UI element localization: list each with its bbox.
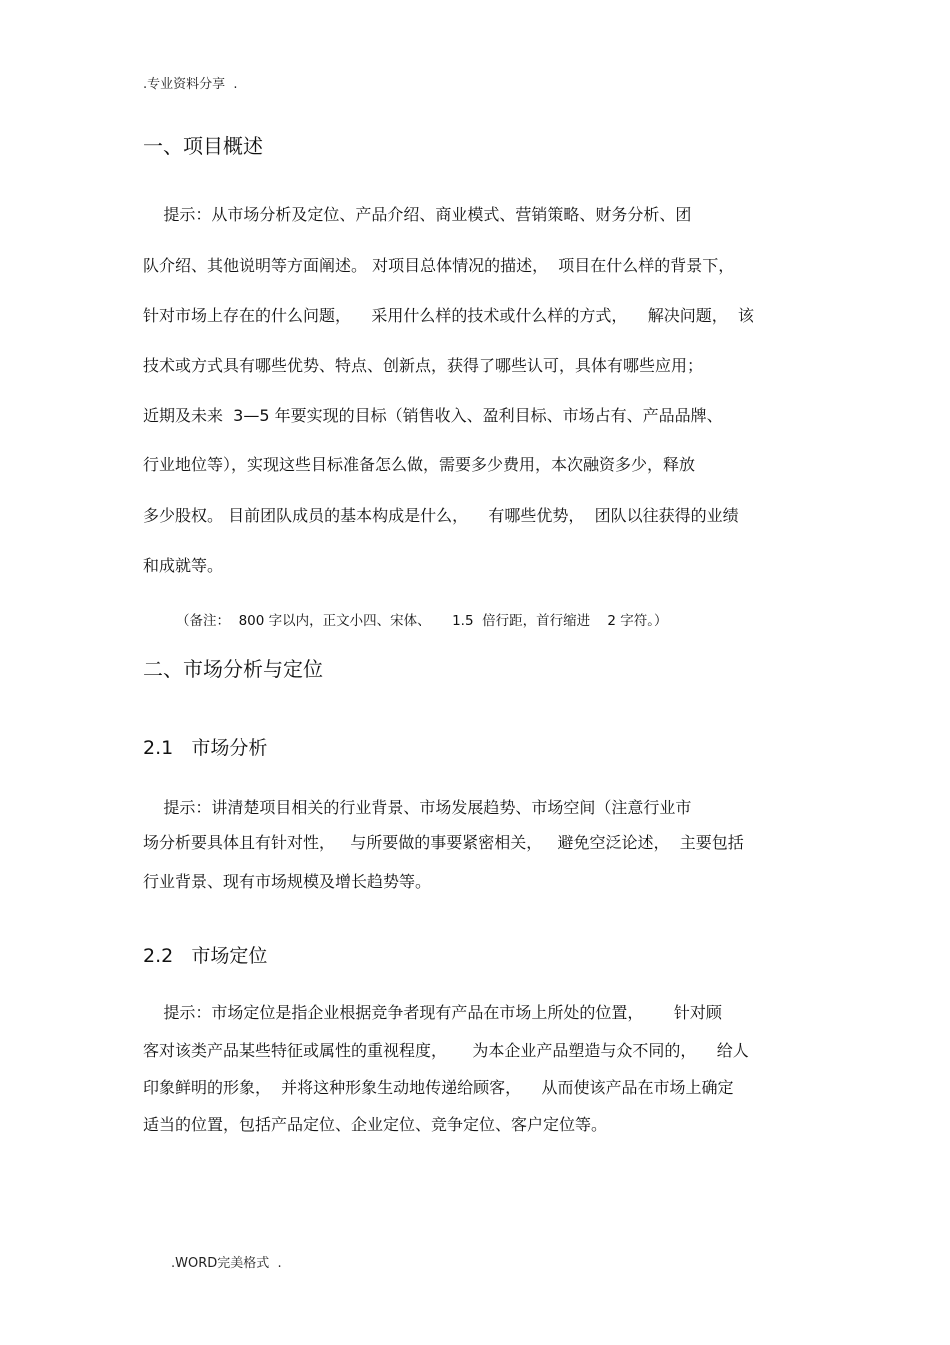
section-1-line: 和成就等。 (143, 556, 224, 575)
section-2-title: 二、市场分析与定位 (143, 657, 323, 681)
subsection-2-2-line: 提示：市场定位是指企业根据竞争者现有产品在市场上所处的位置， 针对顾 (143, 1003, 722, 1022)
subsection-2-1-line: 提示：讲清楚项目相关的行业背景、市场发展趋势、市场空间（注意行业市 (143, 798, 692, 817)
section-1-line: 针对市场上存在的什么问题， 采用什么样的技术或什么样的方式， 解决问题， 该 (143, 306, 754, 325)
section-1-title: 一、项目概述 (143, 134, 263, 158)
page-footer: .WORD完美格式 . (171, 1256, 282, 1271)
subsection-2-1-line: 行业背景、现有市场规模及增长趋势等。 (143, 872, 432, 891)
page-header: .专业资料分享 . (143, 77, 238, 92)
section-1-line: 行业地位等），实现这些目标准备怎么做，需要多少费用，本次融资多少，释放 (143, 455, 696, 474)
subsection-2-2-line: 适当的位置，包括产品定位、企业定位、竞争定位、客户定位等。 (143, 1115, 608, 1134)
subsection-2-2-line: 客对该类产品某些特征或属性的重视程度， 为本企业产品塑造与众不同的， 给人 (143, 1041, 749, 1060)
section-1-line: 多少股权。 目前团队成员的基本构成是什么， 有哪些优势， 团队以往获得的业绩 (143, 506, 739, 525)
subsection-2-2-line: 印象鲜明的形象， 并将这种形象生动地传递给顾客， 从而使该产品在市场上确定 (143, 1078, 734, 1097)
section-1-line: 提示：从市场分析及定位、产品介绍、商业模式、营销策略、财务分析、团 (143, 205, 692, 224)
section-1-line: 技术或方式具有哪些优势、特点、创新点，获得了哪些认可，具体有哪些应用； (143, 356, 704, 375)
subsection-2-2-title: 2.2 市场定位 (143, 945, 268, 967)
subsection-2-1-line: 场分析要具体且有针对性， 与所要做的事要紧密相关， 避免空泛论述， 主要包括 (143, 833, 744, 852)
section-1-note: （备注： 800 字以内，正文小四、宋体、 1.5 倍行距，首行缩进 2 字符。） (176, 613, 668, 629)
section-1-line: 队介绍、其他说明等方面阐述。 对项目总体情况的描述， 项目在什么样的背景下， (143, 256, 735, 275)
subsection-2-1-title: 2.1 市场分析 (143, 737, 268, 759)
section-1-line: 近期及未来 3—5 年要实现的目标（销售收入、盈利目标、市场占有、产品品牌、 (143, 406, 723, 425)
